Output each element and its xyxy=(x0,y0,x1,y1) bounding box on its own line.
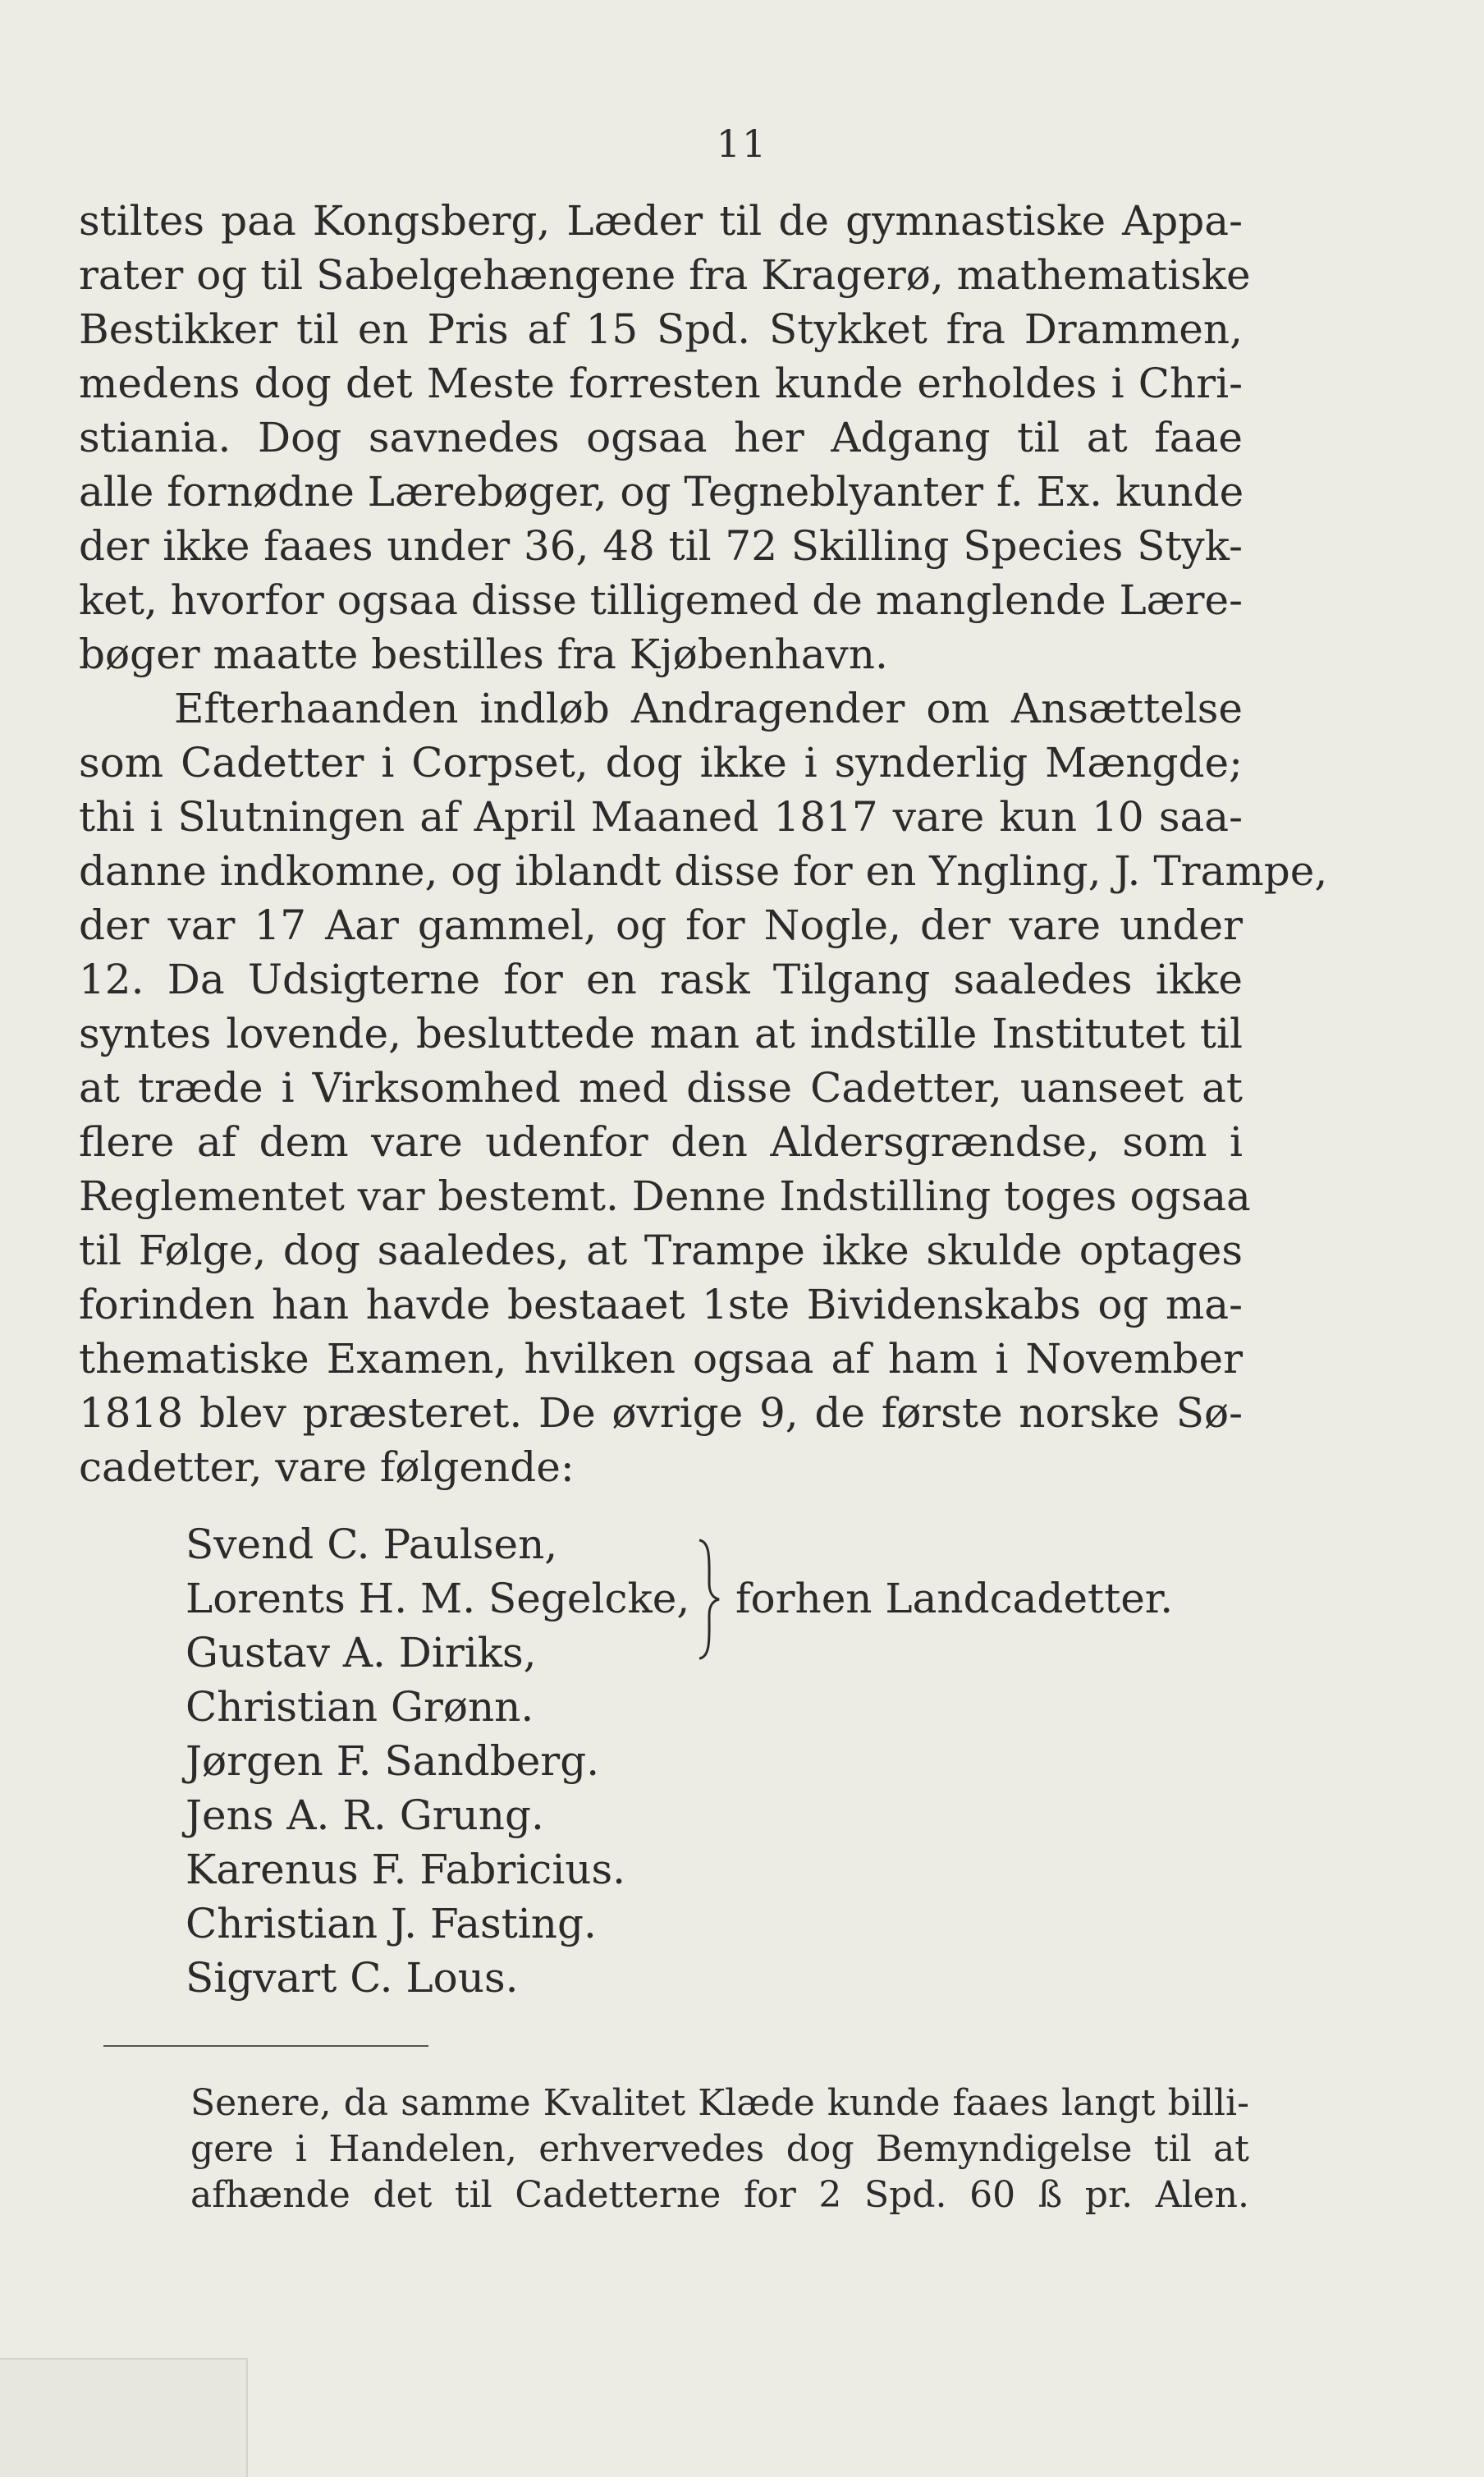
text-line: Bestikker til en Pris af 15 Spd. Stykket fra Drammen, xyxy=(79,305,1243,353)
text-line: stiltes paa Kongsberg, Læder til de gymnastiske Appa- xyxy=(79,197,1243,245)
text-line: flere af dem vare udenfor den Aldersgrændse, som i xyxy=(79,1118,1243,1166)
cadet-name: Karenus F. Fabricius. xyxy=(186,1846,626,1893)
page-number: 11 xyxy=(716,122,768,166)
cadet-name: Jørgen F. Sandberg. xyxy=(186,1737,600,1785)
text-line: til Følge, dog saaledes, at Trampe ikke skulde optages xyxy=(79,1227,1243,1274)
paragraph-1 xyxy=(79,194,1251,681)
paragraph-2 xyxy=(79,681,1328,1494)
text-line: syntes lovende, besluttede man at indstille Institutet til xyxy=(79,1010,1243,1057)
body-text xyxy=(79,194,1328,1494)
footnote-line: gere i Handelen, erhvervedes dog Bemyndigelse til at xyxy=(190,2128,1249,2170)
scan-edge xyxy=(0,2358,248,2477)
brace-note: forhen Landcadetter. xyxy=(735,1575,1174,1622)
text-line: at træde i Virksomhed med disse Cadetter, uanseet at xyxy=(79,1064,1243,1112)
text-line: thematiske Examen, hvilken ogsaa af ham i November xyxy=(79,1335,1243,1383)
cadet-list xyxy=(186,1517,689,2005)
footnote-line: afhænde det til Cadetterne for 2 Spd. 60 ß pr. Alen. xyxy=(190,2174,1249,2216)
text-line: som Cadetter i Corpset, dog ikke i synderlig Mængde; xyxy=(79,739,1243,787)
text-line: der var 17 Aar gammel, og for Nogle, der vare under xyxy=(79,901,1243,949)
footnote-line: Senere, da samme Kvalitet Klæde kunde faaes langt billi- xyxy=(190,2082,1249,2124)
text-line: 1818 blev præsteret. De øvrige 9, de første norske Sø- xyxy=(79,1389,1243,1437)
cadet-name: Svend C. Paulsen, xyxy=(186,1521,558,1568)
text-line: cadetter, vare følgende: xyxy=(79,1443,575,1491)
cadet-name: Christian J. Fasting. xyxy=(186,1900,597,1947)
cadet-name: Lorents H. M. Segelcke, xyxy=(186,1575,690,1622)
text-line: medens dog det Meste forresten kunde erholdes i Chri- xyxy=(79,360,1243,407)
cadet-name: Christian Grønn. xyxy=(186,1683,534,1731)
text-line: stiania. Dog savnedes ogsaa her Adgang til at faae xyxy=(79,414,1243,461)
cadet-name: Sigvart C. Lous. xyxy=(186,1954,519,2002)
text-line: 12. Da Udsigterne for en rask Tilgang saaledes ikke xyxy=(79,956,1243,1003)
cadet-name: Gustav A. Diriks, xyxy=(186,1629,537,1677)
text-line: alle fornødne Lærebøger, og Tegneblyanter f. Ex. kunde xyxy=(79,468,1244,516)
text-line: bøger maatte bestilles fra Kjøbenhavn. xyxy=(79,631,888,678)
curly-brace-icon xyxy=(691,1537,724,1662)
footnote-divider xyxy=(103,2045,428,2047)
text-line: forinden han havde bestaaet 1ste Bividenskabs og ma- xyxy=(79,1281,1243,1328)
footnote xyxy=(190,2080,1249,2218)
text-line: ket, hvorfor ogsaa disse tilligemed de manglende Lære- xyxy=(79,576,1244,624)
text-line: der ikke faaes under 36, 48 til 72 Skilling Species Styk- xyxy=(79,522,1243,570)
text-line: Efterhaanden indløb Andragender om Ansættelse xyxy=(174,685,1243,732)
text-line: rater og til Sabelgehængene fra Kragerø, mathematiske xyxy=(79,251,1251,299)
text-line: Reglementet var bestemt. Denne Indstilling toges ogsaa xyxy=(79,1172,1251,1220)
text-line: thi i Slutningen af April Maaned 1817 vare kun 10 saa- xyxy=(79,793,1243,841)
cadet-name: Jens A. R. Grung. xyxy=(186,1791,544,1839)
text-line: danne indkomne, og iblandt disse for en Yngling, J. Trampe, xyxy=(79,847,1328,895)
